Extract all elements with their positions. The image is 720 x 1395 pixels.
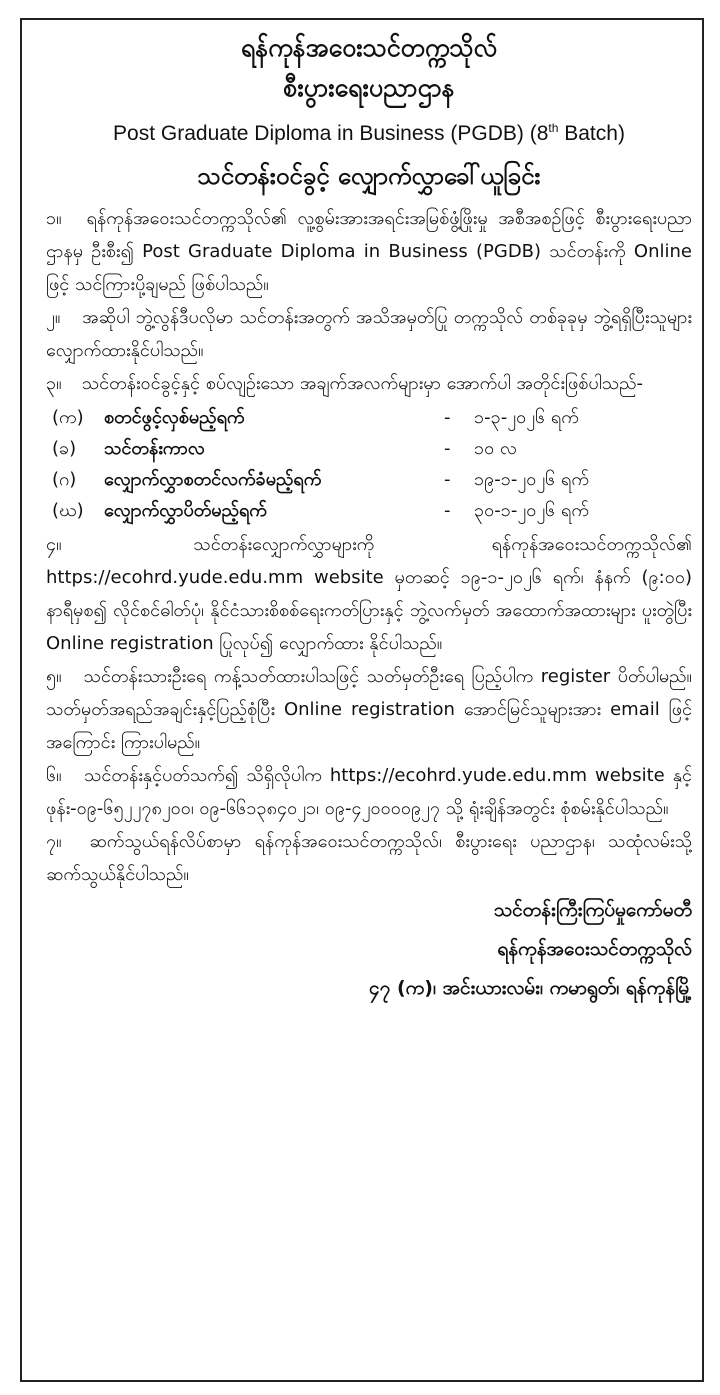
program-title-prefix: Post Graduate Diploma in Business (PGDB) (8: [113, 122, 549, 145]
notice-title: သင်တန်းဝင်ခွင့် လျှောက်လွှာခေါ်ယူခြင်း: [197, 162, 541, 190]
schedule-item: [46, 433, 692, 464]
schedule-dash: -: [444, 407, 451, 428]
program-title: [46, 108, 692, 154]
schedule-dash: -: [444, 469, 451, 490]
paragraph-number: ၅။: [46, 666, 62, 687]
schedule-mark: (က): [52, 407, 84, 428]
schedule-label: လျှောက်လွှာပိတ်မည့်ရက်: [104, 500, 267, 521]
schedule-value: ၁-၃-၂၀၂၆ ရက်: [474, 407, 579, 428]
paragraph-number: ၇။: [46, 831, 62, 852]
schedule-value: ၁၀ လ: [474, 438, 517, 459]
schedule-value: ၁၉-၁-၂၀၂၆ ရက်: [474, 469, 589, 490]
schedule-mark: (ခ): [52, 438, 77, 459]
paragraph-3: [46, 367, 692, 400]
schedule-mark: (ဃ): [52, 500, 84, 521]
paragraph-text: သင်တန်းသားဦးရေ ကန့်သတ်ထားပါသဖြင့် သတ်မှတ်ဦးရေ ပြည့်ပါက register ပိတ်ပါမည်။ သတ်မှတ်အရည်အချင်းနှင့်ပြည့်စုံပြီး Online registration အောင်မြင်သူများအား email ဖြင့် အကြောင်း ကြားပါမည်။: [46, 666, 692, 753]
paragraph-number: ၃။: [46, 373, 62, 394]
schedule-item: [46, 402, 692, 433]
schedule-item: [46, 464, 692, 495]
paragraph-4: [46, 528, 692, 660]
signature-block: [46, 891, 692, 1008]
paragraph-text: ရန်ကုန်အဝေးသင်တက္ကသိုလ်၏ လူ့စွမ်းအားအရင်းအမြစ်ဖွံ့ဖြိုးမှု အစီအစဉ်ဖြင့် စီးပွားရေးပညာဌာနမှ ဦးစီး၍ Post Graduate Diploma in Business (PGDB) သင်တန်းကို Online ဖြင့် သင်ကြားပို့ချမည် ဖြစ်ပါသည်။: [46, 208, 692, 295]
paragraph-5: [46, 660, 692, 759]
schedule-value: ၃၀-၁-၂၀၂၆ ရက်: [474, 500, 589, 521]
paragraph-number: ၄။: [46, 534, 62, 555]
paragraph-text: ဆက်သွယ်ရန်လိပ်စာမှာ ရန်ကုန်အဝေးသင်တက္ကသိုလ်၊ စီးပွားရေး ပညာဌာန၊ သထုံလမ်းသို့ ဆက်သွယ်နိုင်ပါသည်။: [46, 831, 692, 885]
schedule-label: စတင်ဖွင့်လှစ်မည့်ရက်: [104, 407, 245, 428]
program-title-sup: th: [548, 121, 559, 135]
schedule-item: [46, 495, 692, 526]
department-name: စီးပွားရေးပညာဌာန: [283, 73, 455, 102]
paragraph-text: အဆိုပါ ဘွဲ့လွန်ဒီပလိုမာ သင်တန်းအတွက် အသိအမှတ်ပြု တက္ကသိုလ် တစ်ခုခုမှ ဘွဲ့ရရှိပြီးသူများ လျှောက်ထားနိုင်ပါသည်။: [46, 307, 692, 361]
notice-content: [46, 28, 692, 1008]
paragraph-text: သင်တန်းနှင့်ပတ်သက်၍ သိရှိလိုပါက https://ecohrd.yude.edu.mm website နှင့် ဖုန်း-၀၉-၆၅၂၂၇၈၂၀၀၊ ၀၉-၆၆၁၃၈၄၀၂၁၊ ၀၉-၄၂၀၀၀၀၉၂၇ သို့ ရုံးချိန်အတွင်း စုံစမ်းနိုင်ပါသည်။: [46, 765, 692, 819]
paragraph-number: ၆။: [46, 765, 62, 786]
paragraph-number: ၂။: [46, 307, 61, 328]
signature-university: ရန်ကုန်အဝေးသင်တက္ကသိုလ်: [497, 938, 692, 960]
paragraph-1: [46, 202, 692, 301]
schedule-label: သင်တန်းကာလ: [104, 438, 205, 459]
schedule-list: [46, 402, 692, 526]
paragraph-number: ၁။: [46, 208, 62, 229]
schedule-label: လျှောက်လွှာစတင်လက်ခံမည့်ရက်: [104, 469, 322, 490]
schedule-mark: (ဂ): [52, 469, 77, 490]
address: ၄၇ (က)၊ အင်းယားလမ်း၊ ကမာရွတ်၊ ရန်ကုန်မြို့: [369, 977, 692, 999]
schedule-dash: -: [444, 500, 451, 521]
paragraph-2: [46, 301, 692, 367]
university-name: ရန်ကုန်အဝေးသင်တက္ကသိုလ်: [240, 33, 498, 62]
paragraph-6: [46, 759, 692, 825]
schedule-dash: -: [444, 438, 451, 459]
paragraph-text: သင်တန်းလျှောက်လွှာများကို ရန်ကုန်အဝေးသင်တက္ကသိုလ်၏ https://ecohrd.yude.edu.mm website မှတဆင့် ၁၉-၁-၂၀၂၆ ရက်၊ နံနက် (၉:၀၀) နာရီမှစ၍ လိုင်စင်ဓါတ်ပုံ၊ နိုင်ငံသားစိစစ်ရေးကတ်ပြားနှင့် ဘွဲ့လက်မှတ် အထောက်အထားများ ပူးတွဲပြီး Online registration ပြုလုပ်၍ လျှောက်ထား နိုင်ပါသည်။: [46, 534, 692, 654]
program-title-suffix: Batch): [558, 122, 625, 145]
paragraph-7: [46, 825, 692, 891]
paragraph-text: သင်တန်းဝင်ခွင့်နှင့် စပ်လျဉ်းသော အချက်အလက်များမှာ အောက်ပါ အတိုင်းဖြစ်ပါသည်-: [81, 373, 644, 394]
committee-name: သင်တန်းကြီးကြပ်မှုကော်မတီ: [493, 899, 692, 921]
